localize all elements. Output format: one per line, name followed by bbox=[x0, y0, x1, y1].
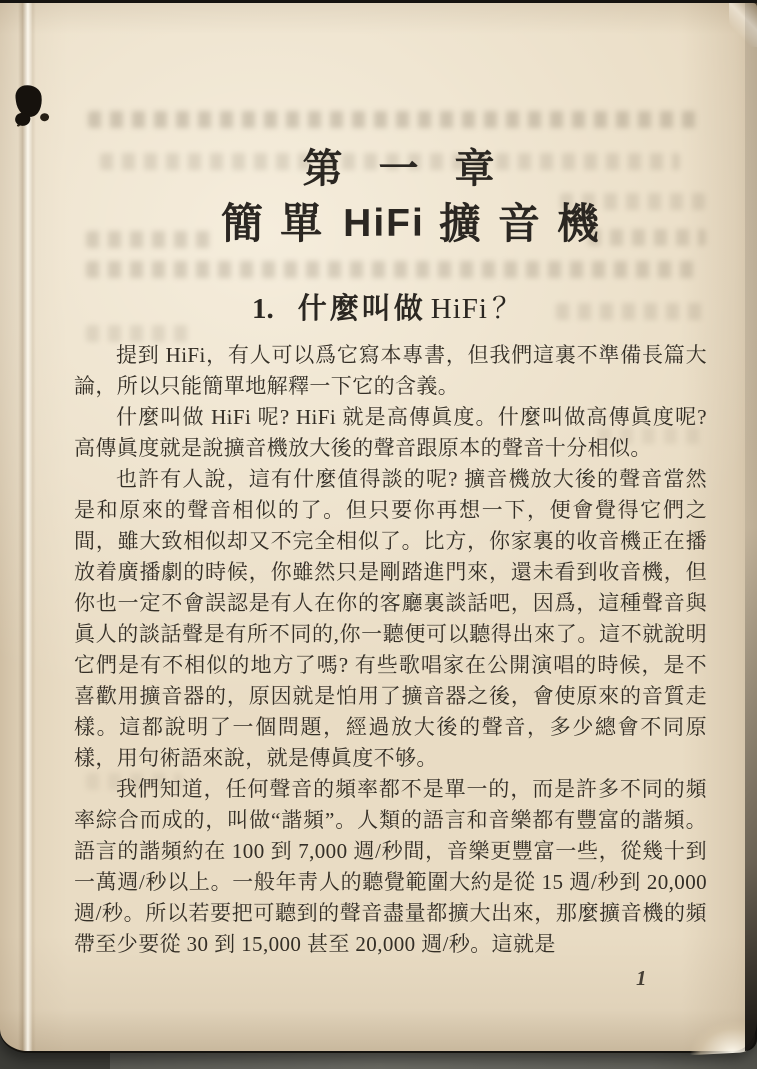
book-title bbox=[40, 191, 757, 251]
bleed-through-smudge bbox=[88, 111, 698, 128]
section-heading bbox=[8, 286, 757, 327]
corner-curl-bottom-right bbox=[670, 1014, 756, 1056]
chapter-label: 第一章 bbox=[302, 146, 531, 191]
section-title-punctuation: ？ bbox=[491, 293, 521, 325]
page-number: 1 bbox=[636, 966, 647, 990]
ink-blot bbox=[14, 84, 44, 119]
body-paragraph: 什麼叫做 HiFi 呢? HiFi 就是高傳眞度。什麼叫做高傳眞度呢? 高傳眞度就是說擴音機放大後的聲音跟原本的聲音十分相似。 bbox=[74, 405, 707, 460]
paper-sheet bbox=[0, 3, 757, 1051]
book-title-latin: HiFi bbox=[343, 202, 425, 245]
body-paragraph: 提到 HiFi，有人可以爲它寫本專書，但我們這裏不準備長篇大論，所以只能簡單地解釋一下它的含義。 bbox=[74, 343, 707, 398]
book-title-right: 擴音機 bbox=[438, 202, 616, 248]
section-title-cn: 什麼叫做 bbox=[297, 293, 426, 325]
section-title-latin: HiFi bbox=[430, 293, 488, 325]
book-title-left: 簡單 bbox=[221, 202, 340, 248]
body-paragraph: 也許有人說，這有什麼值得談的呢? 擴音機放大後的聲音當然是和原來的聲音相似的了。但只要你再想一下，便會覺得它們之間，雖大致相似却又不完全相似了。比方，你家裏的收音機正在播放着廣播劇的時候，你雖然只是剛踏進門來，還未看到收音機，但你也一定不會誤認是有人在你的客廳裏談話吧，因爲，這種聲音與眞人的談話聲是有所不同的,你一聽便可以聽得出來了。這不就說明它們是有不相似的地方了嗎? 有些歌唱家在公開演唱的時候，是不喜歡用擴音器的，原因就是怕用了擴音器之後，會使原來的音質走樣。這都說明了一個問題，經過放大後的聲音，多少總會不同原樣，用句術語來說，就是傳眞度不够。 bbox=[74, 467, 707, 770]
body-text bbox=[74, 340, 707, 960]
section-number: 1. bbox=[252, 293, 274, 325]
bleed-through-smudge bbox=[86, 261, 700, 278]
body-paragraph: 我們知道，任何聲音的頻率都不是單一的，而是許多不同的頻率綜合而成的，叫做“諧頻”。人類的語言和音樂都有豐富的諧頻。語言的諧頻約在 100 到 7,000 週/秒間，音樂更豐富一些，從幾十到一萬週/秒以上。一般年靑人的聽覺範圍大約是從 15 週/秒到 20,000 週/秒。所以若要把可聽到的聲音盡量都擴大出來，那麼擴音機的頻帶至少要從 30 到 15,000 甚至 20,000 週/秒。這就是 bbox=[74, 777, 707, 956]
right-edge-shadow bbox=[745, 3, 757, 1051]
